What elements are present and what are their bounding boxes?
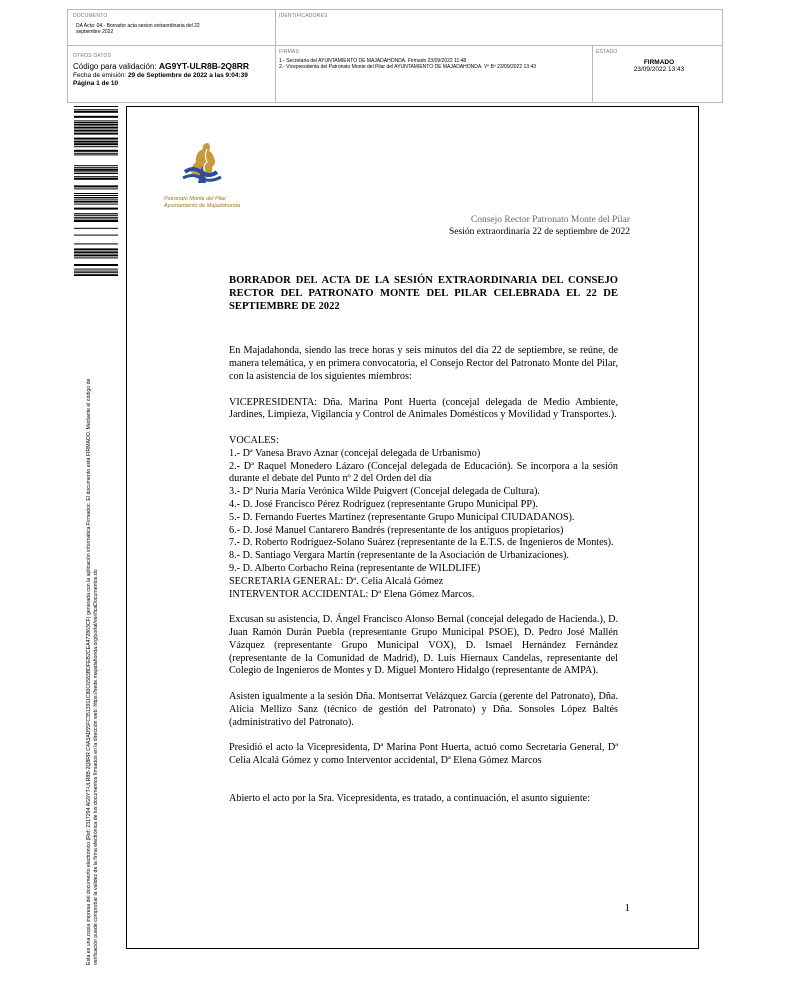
intro-paragraph: En Majadahonda, siendo las trece horas y seis minutos del día 22 de septiembre, se reúne, de manera telemática, y en primera convocatoria, el Consejo Rector del Patronato Monte del Pilar, con la asistencia de los siguientes miembros:	[229, 345, 618, 382]
barcode	[74, 104, 118, 276]
firmas-cell	[279, 49, 589, 70]
council-name: Consejo Rector Patronato Monte del Pilar	[470, 215, 630, 225]
document-page	[126, 106, 699, 949]
page-info: Página 1 de 10	[73, 80, 119, 87]
secretaria-line: SECRETARIA GENERAL: Dª. Celia Alcalá Gómez	[229, 575, 444, 587]
vocales-heading: VOCALES:	[229, 434, 279, 446]
presidio-paragraph: Presidió el acto la Vicepresidenta, Dª Marina Pont Huerta, actuó como Secretaria General, Dª Celia Alcalá Gómez y como Interventor accidental, Dª Elena Gómez Marcos	[229, 742, 618, 766]
vocal-item: 2.- Dª Raquel Monedero Lázaro (Concejal delegada de Educación). Se incorpora a la sesión durante el debate del Punto nº 2 del Orden del día	[229, 460, 618, 485]
logo-caption: Patronato Monte del Pilar Ayuntamiento de Majadahonda	[164, 196, 241, 209]
vocal-item: 7.- D. Roberto Rodríguez-Solano Suárez (representante de la E.T.S. de Ingenieros de Montes).	[229, 537, 614, 549]
council-header	[449, 214, 630, 238]
vocal-item: 4.- D. José Francisco Pérez Rodríguez (representante Grupo Municipal PP).	[229, 498, 538, 510]
verification-side-text: Esta es una copia impresa del documento electrónico (Ref: 2317294 AG9YT-ULR8B-2Q8RR C4A3AD55FC3513911C80C6583BDFEB2CEA472863CF) generada con la aplicación informática Firmadoc. El documento está FIRMADO. Mediante el código de verificación puede comprobar la validez de la firma electrónica de los documentos firmados en la dirección web: https://sede.majadahonda.org/portal/verificaDocumentos.do	[86, 378, 99, 965]
document-metadata-header	[67, 9, 723, 103]
documento-value: DA Acta: 04.- Borrador acta sesion extraordinaria del 22 septiembre 2022	[76, 23, 200, 35]
firma-1: 1.- Secretaria del AYUNTAMIENTO DE MAJADAHONDA. Firmado 23/09/2022 11:48	[279, 58, 467, 64]
estado-value: FIRMADO	[643, 59, 675, 66]
emission-line: Fecha de emisión: 29 de Septiembre de 2022 a las 9:04:39	[73, 72, 248, 79]
document-body	[229, 275, 618, 806]
vicepresidenta-paragraph: VICEPRESIDENTA: Dña. Marina Pont Huerta (concejal delegada de Medio Ambiente, Jardines, Limpieza, Vigilancia y Control de Animales Domésticos y Movilidad y Transportes.).	[229, 396, 618, 421]
session-name: Sesión extraordinaria 22 de septiembre de 2022	[449, 227, 630, 237]
validation-code: AG9YT-ULR8B-2Q8RR	[158, 61, 250, 71]
asisten-paragraph: Asisten igualmente a la sesión Dña. Montserrat Velázquez García (gerente del Patronato), Dña. Alicia Mellizo Sanz (técnico de gestión del Patronato) y Dña. Sonsoles López Baltés (administrativo del Patronato).	[229, 690, 618, 728]
estado-date: 23/09/2022 13:43	[633, 66, 685, 73]
vocal-item: 6.- D. José Manuel Cantarero Bandrés (representante de los antiguos propietarios)	[229, 524, 564, 536]
vocal-item: 3.- Dª Nuria María Verónica Wilde Puigvert (Concejal delegada de Cultura).	[229, 486, 540, 498]
vocal-item: 9.- D. Alberto Corbacho Reina (representante de WILDLIFE)	[229, 562, 481, 574]
page-number: 1	[624, 902, 630, 914]
firma-2: 2.- Vicepresidenta del Patronato Monte del Pilar del AYUNTAMIENTO DE MAJADAHONDA. Vº Bº 23/09/2022 13:43	[279, 64, 537, 70]
vocal-item: 5.- D. Fernando Fuertes Martínez (representante Grupo Municipal CIUDADANOS).	[229, 511, 575, 523]
vocal-item: 8.- D. Santiago Vergara Martín (representante de la Asociación de Urbanizaciones).	[229, 550, 569, 562]
validation-line: Código para validación: AG9YT-ULR8B-2Q8RR	[73, 61, 250, 71]
otros-datos-cell	[73, 53, 273, 87]
documento-cell	[73, 13, 273, 35]
estado-label: ESTADO	[596, 49, 618, 55]
document-title: BORRADOR DEL ACTA DE LA SESIÓN EXTRAORDINARIA DEL CONSEJO RECTOR DEL PATRONATO MONTE DEL PILAR CELEBRADA EL 22 DE SEPTIEMBRE DE 2022	[229, 275, 618, 312]
otros-datos-label: OTROS DATOS	[73, 53, 112, 59]
documento-label: DOCUMENTO	[73, 13, 108, 19]
header-divider	[275, 10, 276, 102]
header-divider	[592, 45, 593, 102]
excusan-paragraph: Excusan su asistencia, D. Ángel Francisco Alonso Bernal (concejal delegado de Hacienda.), D. Juan Ramón Durán Puebla (representante Grupo Municipal PSOE), D. Pedro José Mallén Vázquez (representante Grupo Municipal VOX), D. Ismael Hernández Fernández (representante de la Comunidad de Madrid), D. Luis Hiernaux Candelas, representante del Colegio de Ingenieros de Montes y D. Miguel Montero Hidalgo (representante de AMPA).	[229, 614, 618, 677]
identificadores-label: IDENTIFICADORES	[279, 13, 328, 19]
vocal-item: 1.- Dª Vanesa Bravo Aznar (concejal delegada de Urbanismo)	[229, 447, 481, 459]
header-divider	[68, 45, 722, 46]
abierto-paragraph: Abierto el acto por la Sra. Vicepresidenta, es tratado, a continuación, el asunto siguiente:	[229, 793, 591, 805]
estado-cell	[596, 49, 722, 73]
identificadores-cell	[279, 13, 328, 19]
firmas-label: FIRMAS	[279, 49, 300, 55]
interventor-line: INTERVENTOR ACCIDENTAL: Dª Elena Gómez Marcos.	[229, 588, 475, 600]
